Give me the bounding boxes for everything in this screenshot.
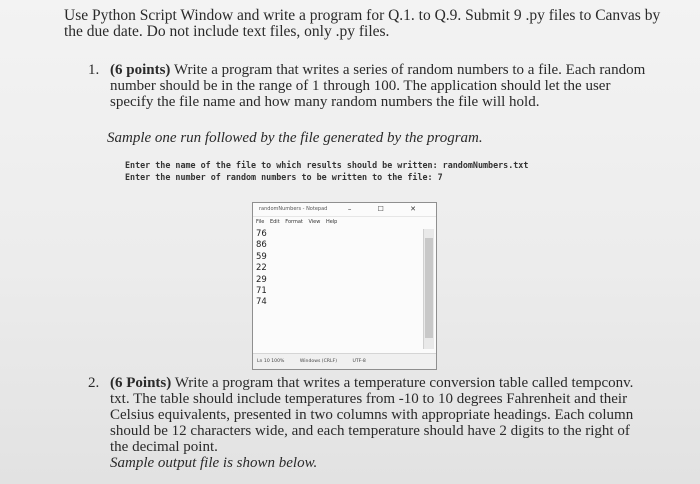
question-2 — [88, 375, 648, 471]
notepad-title: randomNumbers - Notepad — [259, 206, 328, 212]
file-line: 71 — [256, 286, 267, 297]
status-encoding: UTF-8 — [352, 359, 366, 364]
menu-view[interactable]: View — [308, 219, 321, 225]
question-text — [110, 62, 648, 110]
menu-file[interactable]: File — [256, 219, 265, 225]
question-body: Write a program that writes a temperature conversion table called tempconv. txt. The table should include temperatures from -10 to 10 degrees Fahrenheit and their Celsius equivalents, presented in two columns with appropriate headings. Each column should be 12 characters wide, and each temperature should have 2 digits to the right of the decimal point. — [110, 375, 634, 455]
window-controls[interactable]: – ☐ ✕ — [347, 205, 428, 213]
file-line: 22 — [256, 263, 267, 274]
vertical-scrollbar[interactable] — [423, 229, 434, 349]
menu-format[interactable]: Format — [285, 219, 303, 225]
menu-edit[interactable]: Edit — [269, 219, 280, 225]
notepad-window — [252, 202, 437, 370]
status-line-ending: Windows (CRLF) — [299, 359, 337, 364]
console-output — [125, 159, 528, 183]
question-points: (6 points) — [110, 62, 171, 78]
file-line: 59 — [256, 251, 267, 262]
file-line: 86 — [256, 240, 267, 251]
notepad-titlebar — [253, 203, 436, 217]
assignment-instructions: Use Python Script Window and write a program for Q.1. to Q.9. Submit 9 .py files to Canvas by the due date. Do not include text files, only .py files. — [64, 7, 661, 40]
console-line: Enter the number of random numbers to be written to the file: 7 — [125, 172, 443, 182]
sample-run-caption: Sample one run followed by the file generated by the program. — [107, 130, 483, 146]
question-number: 1. — [88, 62, 100, 78]
status-position: Ln 10 100% — [257, 359, 285, 364]
question-body: Write a program that writes a series of random numbers to a file. Each random number should be in the range of 1 through 100. The application should let the user specify the file name and how many random numbers the file will hold. — [110, 62, 646, 110]
console-line: Enter the name of the file to which results should be written: randomNumbers.txt — [125, 160, 529, 170]
notepad-text-area[interactable] — [256, 229, 420, 349]
question-number: 2. — [88, 375, 100, 391]
sample-output-caption: Sample output file is shown below. — [110, 455, 318, 471]
question-text — [110, 375, 648, 471]
scrollbar-thumb[interactable] — [425, 238, 433, 338]
file-line: 76 — [256, 229, 267, 239]
file-line: 29 — [256, 274, 267, 285]
file-line: 74 — [256, 297, 267, 308]
question-1 — [88, 62, 648, 110]
notepad-statusbar — [253, 353, 436, 369]
menu-help[interactable]: Help — [325, 219, 338, 225]
notepad-menubar — [253, 217, 436, 227]
question-points: (6 Points) — [110, 375, 172, 391]
